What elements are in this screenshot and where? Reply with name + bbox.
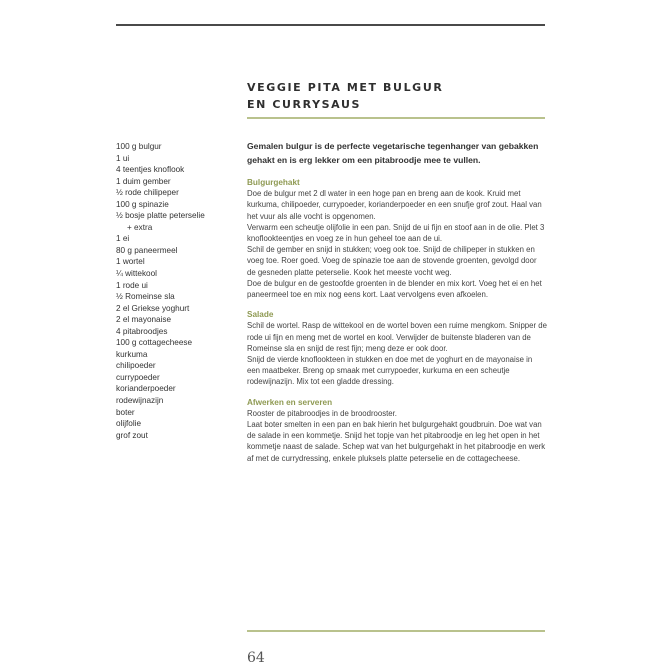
section-paragraph: Doe de bulgur met 2 dl water in een hoge pan en breng aan de kook. Kruid met kurkuma, chilipoeder, currypoeder, korianderpoeder en een snufje grof zout. Haal van het vuur als alle vocht is opgenomen. (247, 189, 542, 221)
ingredient-item: 4 teentjes knoflook (116, 165, 185, 175)
ingredient-item: grof zout (116, 430, 148, 440)
ingredient-item: korianderpoeder (116, 384, 176, 394)
ingredient-item: 1 rode ui (116, 280, 148, 290)
ingredient-list (116, 141, 241, 441)
ingredient-item: 100 g cottagecheese (116, 338, 193, 348)
section-paragraph: Snijd de vierde knoflookteen in stukken en doe met de yoghurt en de mayonaise in een maatbeker. Breng op smaak met currypoeder, kurkuma en een scheutje rodewijnazijn. Mix tot een gladde dressing. (247, 355, 533, 387)
ingredient-item: rodewijnazijn (116, 396, 164, 406)
recipe-title (247, 79, 443, 113)
ingredient-item: kurkuma (116, 349, 148, 359)
section-paragraph: Doe de bulgur en de gestoofde groenten in de blender en mix kort. Voeg het ei en het paneermeel toe en mix nog eens kort. Laat vervolgens even afkoelen. (247, 278, 542, 300)
ingredient-item: boter (116, 407, 135, 417)
ingredient-item: 2 el Griekse yoghurt (116, 303, 190, 313)
ingredient-item: olijfolie (116, 419, 142, 429)
section-paragraph: Schil de gember en snijd in stukken; voeg ook toe. Snijd de chilipeper in stukken en voeg toe. Roer goed. Voeg de spinazie toe aan de stovende groenten, gevolgd door de gesneden platte peterselie. Kook het meeste vocht weg. (247, 245, 537, 277)
ingredient-item: ¼ wittekool (116, 269, 157, 279)
ingredient-item: ½ Romeinse sla (116, 292, 175, 302)
recipe-intro: Gemalen bulgur is de perfecte vegetarische tegenhanger van gebakken gehakt en is erg lekker om een pitabroodje mee te vullen. (247, 141, 539, 165)
ingredient-item: 100 g bulgur (116, 142, 162, 151)
section-heading-salade: Salade (247, 310, 274, 320)
recipe-title-line-1: VEGGIE PITA MET BULGUR (247, 81, 444, 94)
ingredient-item: 4 pitabroodjes (116, 326, 168, 336)
section-paragraph: Verwarm een scheutje olijfolie in een pan. Snijd de ui fijn en stoof aan in de olie. Plet 3 knoflookteentjes en voeg ze in hun geheel toe aan de ui. (247, 222, 545, 244)
section-heading-bulgurgehakt: Bulgurgehakt (247, 178, 300, 187)
recipe-title-line-2: EN CURRYSAUS (247, 98, 362, 111)
recipe-body (247, 140, 547, 464)
ingredient-item: 1 ei (116, 234, 130, 244)
top-rule (116, 24, 545, 26)
section-paragraph: Rooster de pitabroodjes in de broodrooster. (247, 408, 397, 418)
ingredient-item-continuation: + extra (127, 222, 153, 232)
ingredient-item: 1 ui (116, 153, 130, 163)
section-paragraph: Laat boter smelten in een pan en bak hierin het bulgurgehakt goudbruin. Doe wat van de salade in een kommetje. Snijd het topje van het pitabroodje en leg het open in het kommetje naast de salade. Schep wat van het bulgurgehakt in het pitabroodje en werk af met de currydressing, enkele pluksels platte peterselie en de cottagecheese. (247, 420, 546, 463)
ingredient-item: ½ bosje platte peterselie (116, 211, 205, 221)
ingredient-item: currypoeder (116, 372, 160, 382)
ingredient-item: 1 duim gember (116, 176, 171, 186)
section-heading-afwerken: Afwerken en serveren (247, 397, 333, 407)
ingredient-item: 2 el mayonaise (116, 315, 172, 325)
title-divider (247, 117, 545, 119)
ingredient-item: 1 wortel (116, 257, 145, 267)
ingredient-item: 80 g paneermeel (116, 245, 178, 255)
ingredient-item: chilipoeder (116, 361, 156, 371)
ingredient-item: ½ rode chilipeper (116, 188, 179, 198)
ingredient-item: 100 g spinazie (116, 199, 169, 209)
bottom-divider (247, 630, 545, 632)
page-number: 64 (247, 650, 265, 666)
section-paragraph: Schil de wortel. Rasp de wittekool en de wortel boven een ruime mengkom. Snipper de rode ui fijn en meng met de wortel en kool. Verwijder de buitenste bladeren van de Romeinse sla en snijd de rest fijn; meng deze er ook door. (247, 321, 547, 353)
